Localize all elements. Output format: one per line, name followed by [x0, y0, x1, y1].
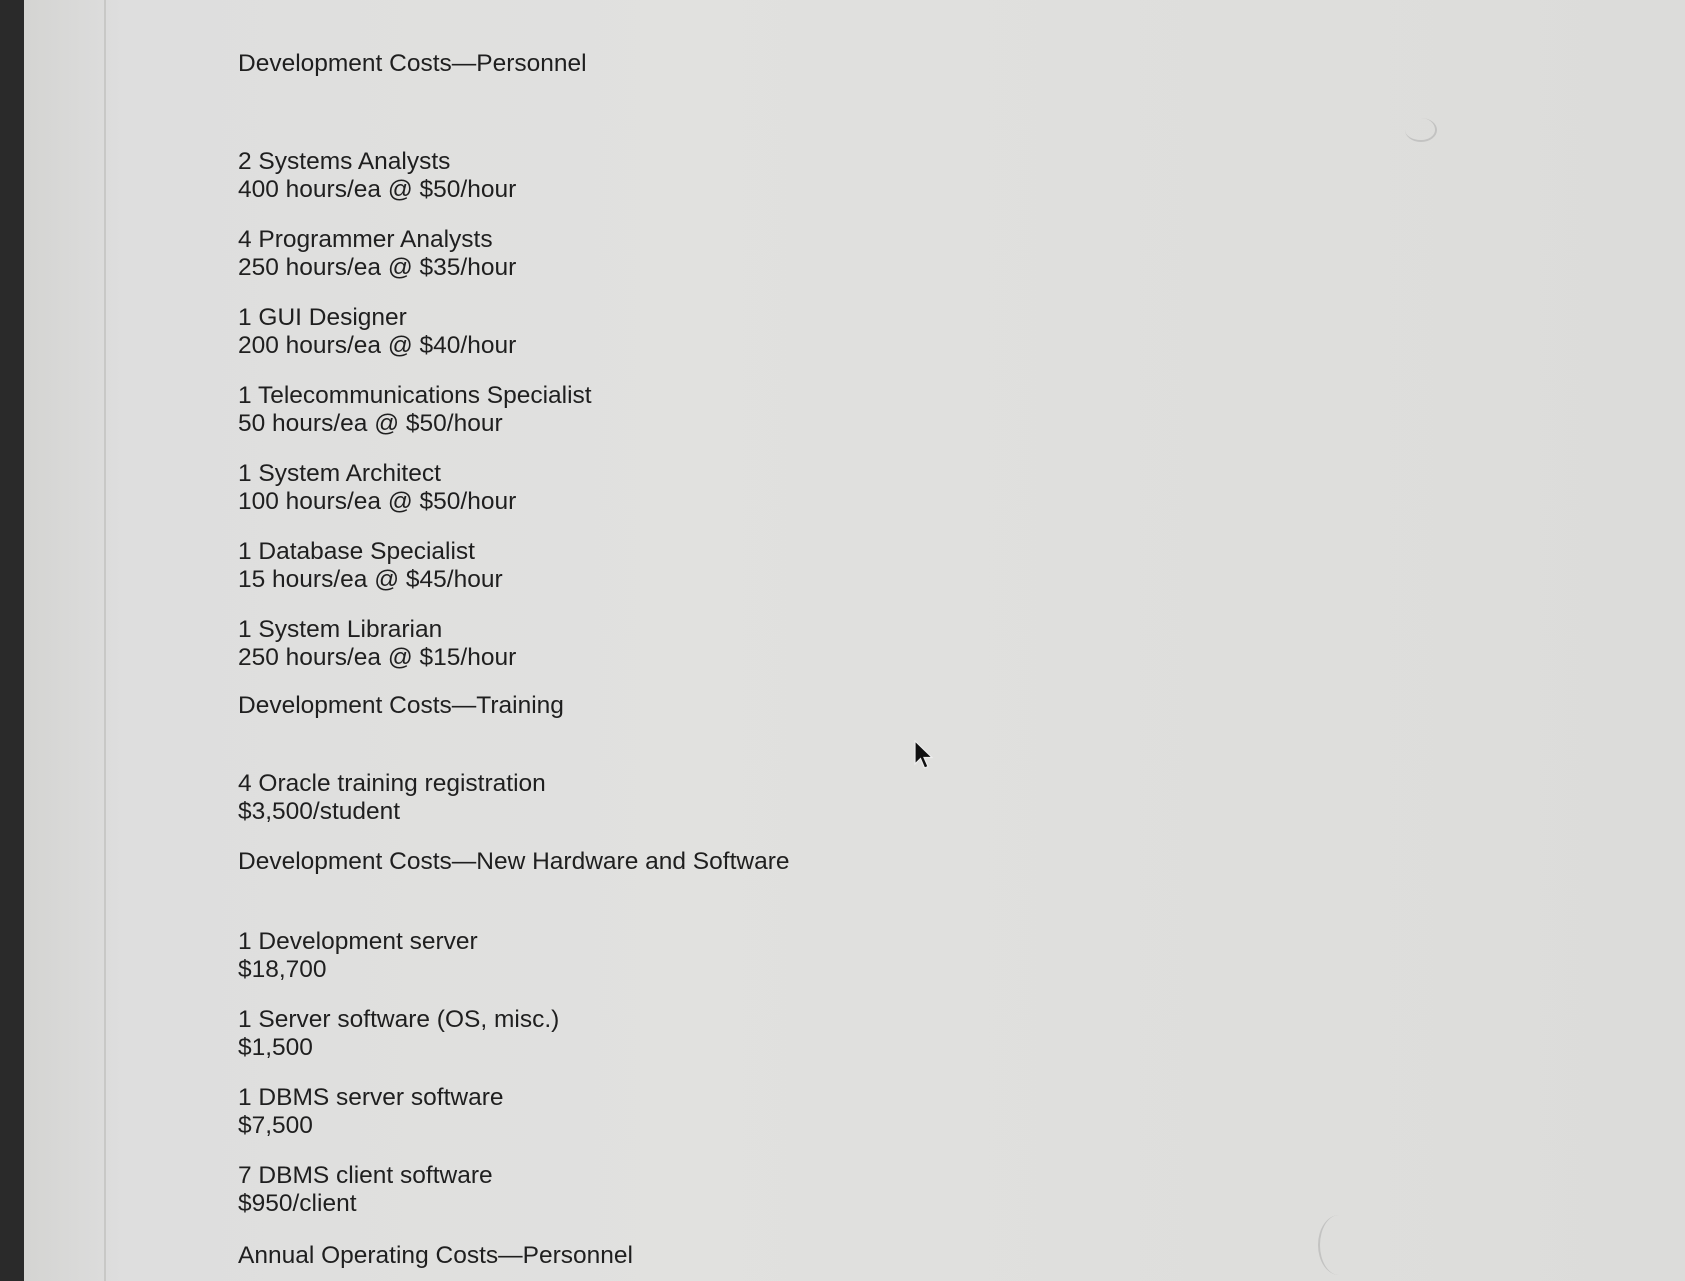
cost-item-name: 4 Oracle training registration — [238, 770, 546, 797]
cost-item-detail: 100 hours/ea @ $50/hour — [238, 488, 517, 515]
cost-item — [238, 226, 1138, 282]
cost-item-detail: $18,700 — [238, 956, 327, 983]
cost-item-detail: 250 hours/ea @ $35/hour — [238, 254, 517, 281]
cost-item-detail: $3,500/student — [238, 798, 401, 825]
page-margin-line — [104, 0, 106, 1281]
cost-item-name: 1 DBMS server software — [238, 1084, 504, 1111]
cost-item — [238, 148, 1138, 204]
cost-item-detail: $1,500 — [238, 1034, 313, 1061]
section-heading: Development Costs—Training — [238, 692, 564, 719]
cost-item-detail: $7,500 — [238, 1112, 313, 1139]
cost-item-detail: $950/client — [238, 1190, 357, 1217]
cost-item-detail: 15 hours/ea @ $45/hour — [238, 566, 503, 593]
section-development-personnel — [238, 50, 1138, 694]
section-annual-operating-personnel — [238, 1242, 1138, 1270]
cost-item-detail: 50 hours/ea @ $50/hour — [238, 410, 503, 437]
cost-item — [238, 1006, 1138, 1062]
cost-item-name: 1 Server software (OS, misc.) — [238, 1006, 560, 1033]
cost-item-detail: 400 hours/ea @ $50/hour — [238, 176, 517, 203]
cost-item-name: 1 Development server — [238, 928, 478, 955]
cost-item — [238, 616, 1138, 672]
section-development-training — [238, 692, 1138, 848]
cost-item-name: 1 Telecommunications Specialist — [238, 382, 592, 409]
cost-item — [238, 770, 1138, 826]
mouse-pointer-icon — [913, 740, 935, 770]
cost-item-name: 2 Systems Analysts — [238, 148, 451, 175]
cost-item-name: 1 System Librarian — [238, 616, 443, 643]
cost-item — [238, 382, 1138, 438]
cost-item — [238, 304, 1138, 360]
cost-item-detail: 200 hours/ea @ $40/hour — [238, 332, 517, 359]
section-heading: Development Costs—Personnel — [238, 50, 587, 77]
cost-item-name: 1 GUI Designer — [238, 304, 407, 331]
section-heading: Development Costs—New Hardware and Software — [238, 848, 790, 875]
cost-item-name: 7 DBMS client software — [238, 1162, 493, 1189]
cost-item — [238, 460, 1138, 516]
cost-item — [238, 1084, 1138, 1140]
screen-smudge — [1405, 118, 1437, 142]
cost-item — [238, 928, 1138, 984]
cost-item-name: 4 Programmer Analysts — [238, 226, 493, 253]
cost-item — [238, 1162, 1138, 1218]
cost-item-name: 1 Database Specialist — [238, 538, 475, 565]
cost-item-name: 1 System Architect — [238, 460, 441, 487]
screen-bezel — [0, 0, 24, 1281]
cost-item — [238, 538, 1138, 594]
section-heading: Annual Operating Costs—Personnel — [238, 1242, 633, 1269]
section-development-hardware-software — [238, 848, 1138, 1240]
cost-item-detail: 250 hours/ea @ $15/hour — [238, 644, 517, 671]
screen-smudge — [1318, 1215, 1360, 1275]
